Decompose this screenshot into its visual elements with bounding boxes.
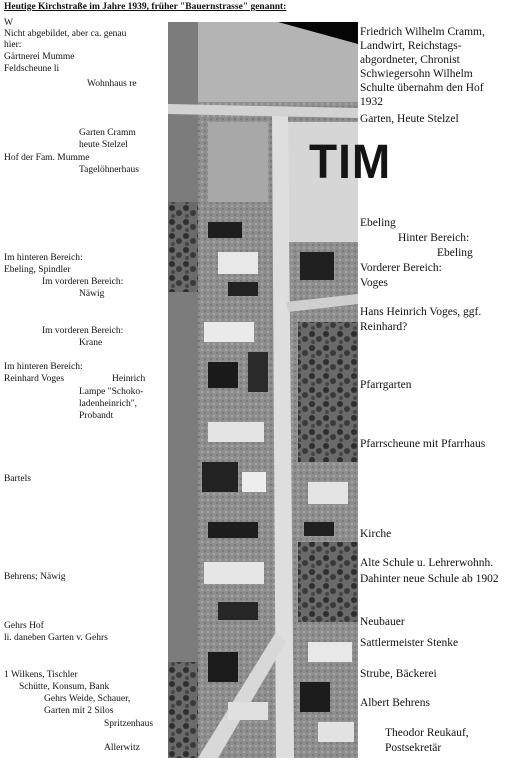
right-label: Alte Schule u. Lehrerwohnh. <box>360 557 494 569</box>
left-label: Bartels <box>4 474 31 484</box>
left-label: Gärtnerei Mumme <box>4 52 75 62</box>
left-label: Hof der Fam. Mumme <box>4 153 90 163</box>
left-label: Heinrich <box>112 374 146 384</box>
left-label: Reinhard Voges <box>4 374 65 384</box>
right-label: Sattlermeister Stenke <box>360 637 459 649</box>
right-label: Schulte übernahm den Hof <box>360 82 484 94</box>
right-label: 1932 <box>360 96 383 108</box>
left-label: 1 Wilkens, Tischler <box>4 670 78 680</box>
right-label: Kirche <box>360 528 392 540</box>
photo-watermark: TIM <box>309 133 392 189</box>
right-label: Postsekretär <box>385 742 442 754</box>
compass-west: W <box>4 18 13 28</box>
left-label: Nicht abgebildet, aber ca. genau <box>4 29 127 39</box>
right-label: Reinhard? <box>360 321 408 333</box>
right-label: Strube, Bäckerei <box>360 668 437 680</box>
left-label: Garten Cramm <box>79 128 136 138</box>
right-label: Friedrich Wilhelm Cramm, <box>360 26 485 38</box>
right-label: Theodor Reukauf, <box>385 727 469 739</box>
right-label: abgordneter, Chronist <box>360 54 460 66</box>
left-label: Gehrs Hof <box>4 621 44 631</box>
page-title: Heutige Kirchstraße im Jahre 1939, früher "Bauernstrasse" genannt: <box>4 2 287 12</box>
left-label: Probandt <box>79 411 114 421</box>
left-label: Im hinteren Bereich: <box>4 253 83 263</box>
left-label: Im vorderen Bereich: <box>42 277 124 287</box>
left-label: Krane <box>79 338 103 348</box>
right-label: Ebeling <box>437 247 473 259</box>
left-label: Im hinteren Bereich: <box>4 362 83 372</box>
left-label: Gehrs Weide, Schauer, <box>44 694 131 704</box>
left-label: Ebeling, Spindler <box>4 265 71 275</box>
left-label: ladenheinrich", <box>79 399 137 409</box>
right-label: Neubauer <box>360 616 405 628</box>
right-label: Pfarrgarten <box>360 379 412 391</box>
left-label: Spritzenhaus <box>104 719 154 729</box>
right-label: Garten, Heute Stelzel <box>360 113 459 125</box>
left-label: Lampe "Schoko- <box>79 387 144 397</box>
right-label: Pfarrscheune mit Pfarrhaus <box>360 438 486 450</box>
left-label: heute Stelzel <box>79 140 128 150</box>
right-label: Albert Behrens <box>360 697 430 709</box>
left-label: Garten mit 2 Silos <box>44 706 114 716</box>
left-label: li. daneben Garten v. Gehrs <box>4 633 108 643</box>
left-label: Behrens; Näwig <box>4 572 66 582</box>
left-label: Allerwitz <box>104 743 140 753</box>
left-label: Feldscheune li <box>4 64 60 74</box>
right-label: Voges <box>360 277 388 289</box>
right-label: Ebeling <box>360 217 396 229</box>
right-label: Hans Heinrich Voges, ggf. <box>360 306 482 318</box>
right-label: Landwirt, Reichstags- <box>360 40 462 52</box>
left-label: Näwig <box>79 289 105 299</box>
right-label: Dahinter neue Schule ab 1902 <box>360 573 499 585</box>
right-label: Schwiegersohn Wilhelm <box>360 68 473 80</box>
right-label: Vorderer Bereich: <box>360 262 442 274</box>
left-label: Schütte, Konsum, Bank <box>19 682 110 692</box>
left-label: Tagelöhnerhaus <box>79 165 140 175</box>
left-label: Wohnhaus re <box>87 79 137 89</box>
left-label: hier: <box>4 40 22 50</box>
left-label: Im vorderen Bereich: <box>42 326 124 336</box>
right-label: Hinter Bereich: <box>398 232 470 244</box>
